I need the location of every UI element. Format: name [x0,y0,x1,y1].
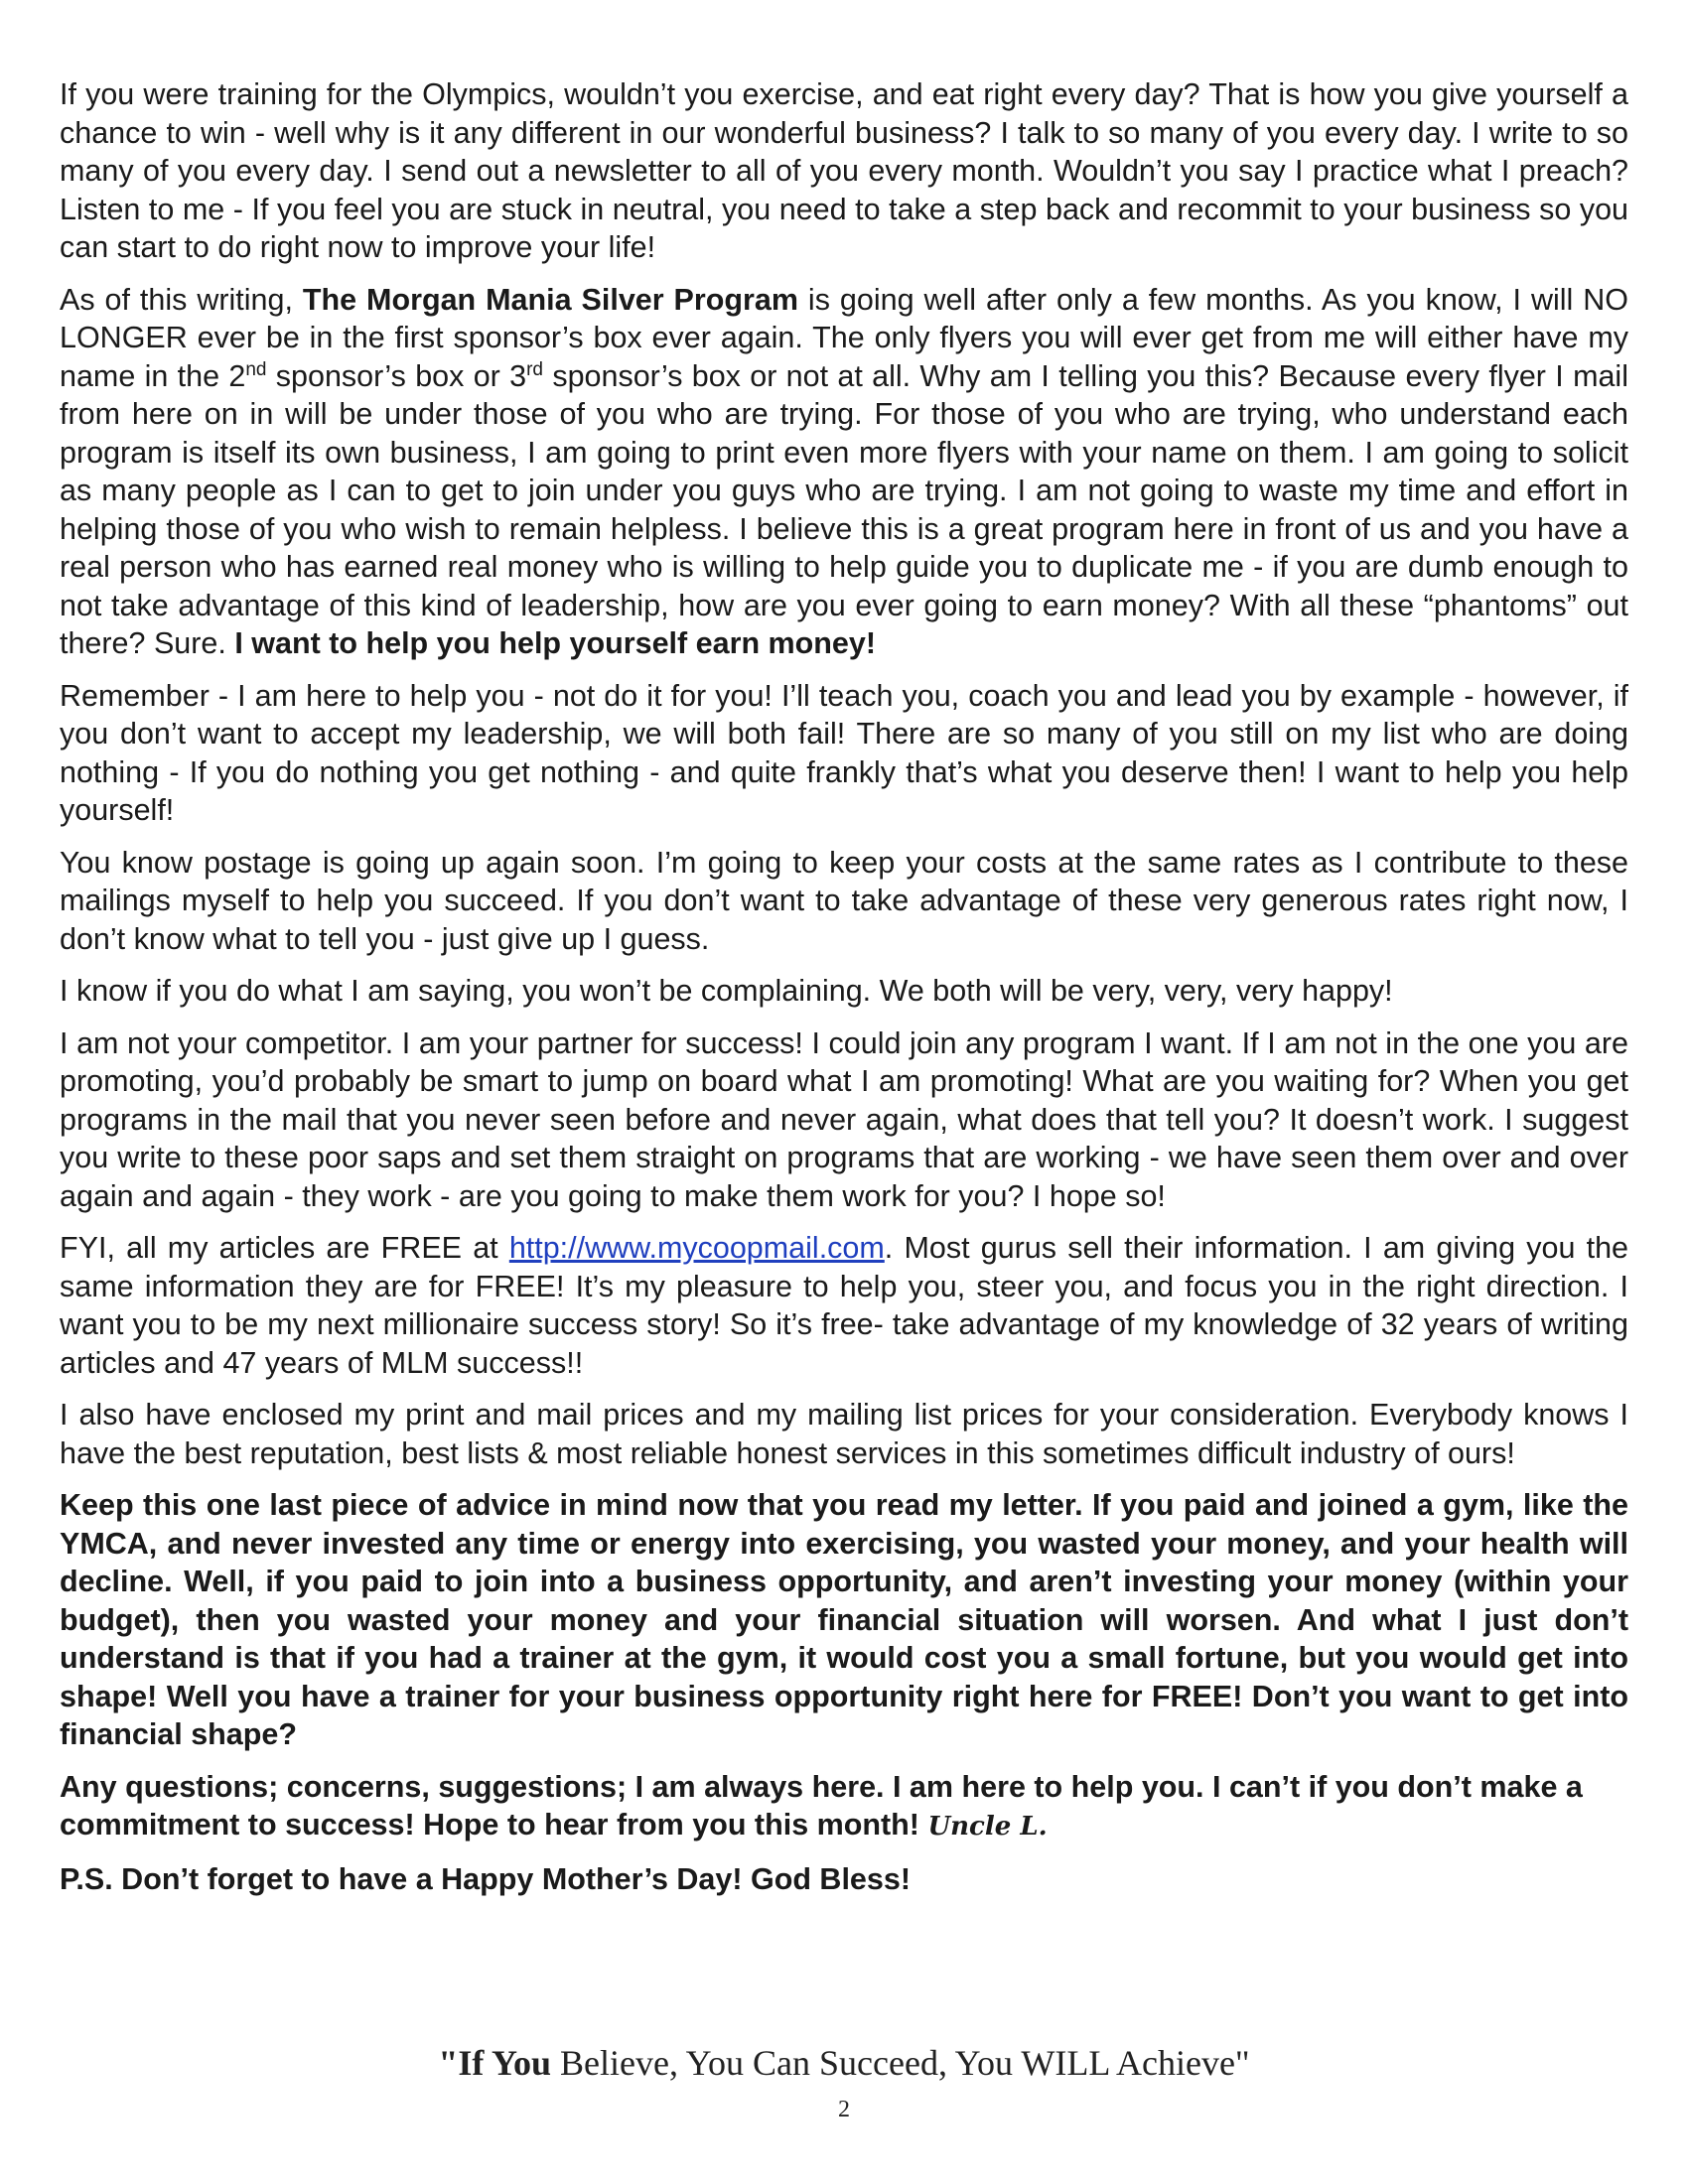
paragraph-happy: I know if you do what I am saying, you won’t be complaining. We both will be very, very, very happy! [60,974,1393,1008]
advice-text: Keep this one last piece of advice in mind now that you read my letter. If you paid and joined a gym, like the YMCA, and never invested any time or energy into exercising, you wasted your money, and your health will decline. Well, if you paid to join into a business opportunity, and aren’t investing your money (within your budget), then you wasted your money and your financial situation will worsen. And what I just don’t understand is that if you had a trainer at the gym, it would cost you a small fortune, but you would get into shape! Well you have a trainer for your business opportunity right here for FREE! Don’t you want to get into financial shape? [60,1488,1628,1751]
paragraph-text: . Most gurus sell their information. I am giving you the same information they are for FREE! It’s my pleasure to help you, steer you, and focus you in the right direction. I want you to be my next millionaire success story! So it’s free- take advantage of my knowledge of 32 years of writing articles and 47 years of MLM success!! [60,1231,1628,1380]
bold-statement: I want to help you help yourself earn money! [234,626,877,660]
paragraph-advice [60,1486,1628,1754]
page-number: 2 [838,2097,850,2122]
paragraph-questions [60,1768,1628,1846]
paragraph-text: As of this writing, [60,282,303,317]
superscript-nd: nd [245,358,267,380]
website-link[interactable]: http://www.mycoopmail.com [508,1231,885,1265]
paragraph-text: FYI, all my articles are FREE at [60,1231,509,1265]
paragraph-postage: You know postage is going up again soon. I’m going to keep your costs at the same rates as I contribute to these mailings myself to help you succeed. If you don’t want to take advantage of these very generous rates right now, I don’t know what to tell you - just give up I guess. [60,845,1628,956]
paragraph-olympics: If you were training for the Olympics, wouldn’t you exercise, and eat right every day? That is how you give yourself a chance to win - well why is it any different in our wonderful business? I talk to so many of you every day. I write to so many of you every day. I send out a newsletter to all of you every month. Wouldn’t you say I practice what I preach? Listen to me - If you feel you are stuck in neutral, you need to take a step back and recommit to your business so you can start to do right now to improve your life! [60,77,1628,264]
motto-rest: Believe, You Can Succeed, You WILL Achieve" [551,2043,1250,2083]
signature: Uncle L. [927,1812,1048,1842]
paragraph-text: sponsor’s box or not at all. Why am I telling you this? Because every flyer I mail from here on in will be under those of you who are trying. For those of you who are trying, who understand each program is itself its own business, I am going to print even more flyers with your name on them. I am going to solicit as many people as I can to get to join under you guys who are trying. I am not going to waste my time and effort in helping those of you who wish to remain helpless. I believe this is a great program here in front of us and you have a real person who has earned real money who is willing to help guide you to duplicate me - if you are dumb enough to not take advantage of this kind of leadership, how are you ever going to earn money? With all these “phantoms” out there? Sure. [60,358,1628,660]
paragraph-prices: I also have enclosed my print and mail prices and my mailing list prices for your consideration. Everybody knows I have the best reputation, best lists & most reliable honest services in this sometimes difficult industry of ours! [60,1398,1628,1470]
paragraph-silver-program [60,281,1628,663]
motto-lead: "If You [438,2043,552,2083]
footer-motto [0,2042,1688,2084]
paragraph-remember: Remember - I am here to help you - not do it for you! I’ll teach you, coach you and lead you by example - however, if you don’t want to accept my leadership, we will both fail! There are so many of you still on my list who are doing nothing - If you do nothing you get nothing - and quite frankly that’s what you deserve then! I want to help you help yourself! [60,678,1628,827]
paragraph-text: sponsor’s box or 3 [266,358,527,393]
paragraph-text: is going well after only a few months. As you know, I will NO LONGER ever be in the first sponsor’s box ever again. The only flyers you will ever get from me will either have my name in the 2 [60,282,1628,393]
paragraph-fyi [60,1229,1628,1382]
superscript-rd: rd [526,358,544,380]
ps-text: P.S. Don’t forget to have a Happy Mother’s Day! God Bless! [60,1861,911,1896]
questions-text: Any questions; concerns, suggestions; I am always here. I am here to help you. I can’t if you don’t make a commitment to success! Hope to hear from you this month! [60,1769,1583,1842]
paragraph-ps [60,1860,1628,1899]
paragraph-competitor: I am not your competitor. I am your partner for success! I could join any program I want. If I am not in the one you are promoting, you’d probably be smart to jump on board what I am promoting! What are you waiting for? When you get programs in the mail that you never seen before and never again, what does that tell you? It doesn’t work. I suggest you write to these poor saps and set them straight on programs that are working - we have seen them over and over again and again - they work - are you going to make them work for you? I hope so! [60,1025,1628,1213]
newsletter-page-body [60,75,1628,1912]
program-name: The Morgan Mania Silver Program [302,282,798,317]
